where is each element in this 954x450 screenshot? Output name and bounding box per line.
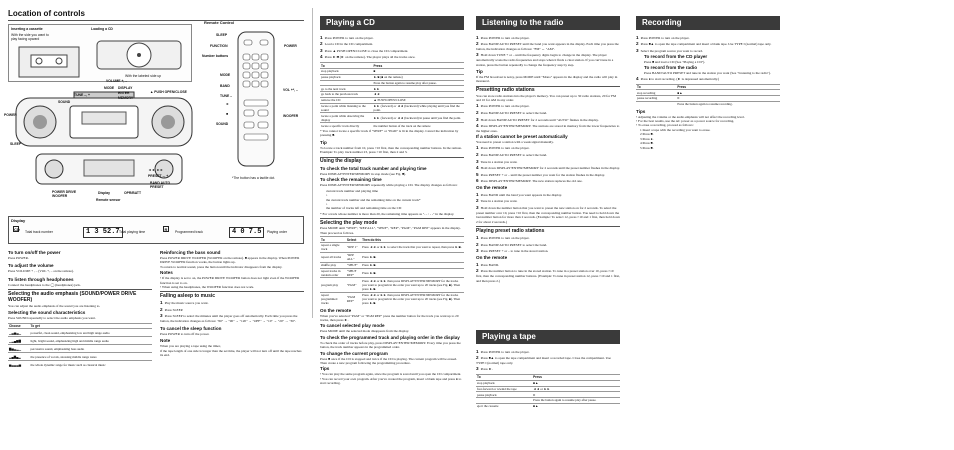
label-memory: MEMORY [118, 96, 134, 100]
cd-disp2-heading: To check the remaining time [320, 177, 382, 183]
total-track-label: Total track number [25, 230, 53, 234]
sound-col-choose: Choose [8, 323, 30, 329]
radio-tip-heading: Tip [476, 68, 483, 74]
cd-tip-text: To locate a track number from 10, press >10 first, then the corresponding number buttons. In the remote. [320, 145, 462, 150]
headphones-text: Connect the headphones to the ◯ (headphones) jack. [8, 282, 81, 287]
radio-banner: Listening to the radio [476, 16, 620, 30]
remote-label-vol: VOL +*, – [283, 88, 298, 92]
radio-play-heading: Playing preset radio stations [476, 227, 545, 234]
program-lcd-readout: 4 0 7.5 [229, 227, 264, 238]
table-row: go back to the previous track ◄◄ [320, 92, 464, 98]
display-figure [8, 216, 304, 244]
table-row: ▁▂▄▆▇ light, bright sound, emphasizing high and middle range audio [8, 337, 152, 345]
cd-display-note: * For a track whose number is more than 20, the remaining time appears as "- - : - -" in the display. [320, 211, 455, 216]
manual-step-5: 5 Press PRESET + or – until the preset number you want for the station flashes in the display. [476, 171, 605, 177]
cd-column [320, 34, 464, 386]
rec-source-block [636, 54, 780, 75]
programmed-track-label: Programmed track [175, 230, 203, 234]
sleep-step-2: 2 Press SLEEP. [160, 306, 184, 312]
cd-display-sequence: current track number and playing time ↓ the current track number and the remaining time on the current track* ↓ the number of tracks left and remaining time on the CD [326, 188, 421, 211]
remote-step-1: 1 Press BAND until the band you want appears in the display. [476, 191, 562, 197]
remote-label-tune: TUNE – [220, 94, 233, 98]
play-remote-step-2: 2 Press the number button to tune in the stored station. To tune in a preset station over 10, press >10 first, then the corresponding number buttons. (Example: To tune in preset station 12, press >10 and 1 first, and then press 2.) [476, 268, 620, 283]
cd-check-text: To check the order of tracks before play, press DISPLAY•ENTER•MEMORY. Every time you press the button, the track number appears in the programmed order. [320, 340, 461, 350]
label-remote-sensor: Remote sensor [96, 198, 121, 202]
table-row: Press the button again to resume recording. [636, 101, 780, 106]
cd-tip-heading: Tip [320, 139, 327, 145]
loading-figure [8, 24, 192, 82]
sleep-cancel-text: Press POWER to turn off the power. [160, 331, 210, 336]
table-row: stop recording ■▲ [636, 90, 780, 96]
cd-tip-example: Example: To play track number 23, press >10 first, then 2 and 3. [320, 150, 408, 155]
rec-tips-heading: Tips [636, 108, 646, 114]
left-text-column [8, 250, 152, 369]
cd-step-3: 3 Press ▲ PUSH OPEN/CLOSE to close the CD compartment. [320, 47, 409, 53]
playing-order-label: Playing order [267, 230, 287, 234]
section-rule [476, 86, 620, 87]
table-row: pause playback II [476, 392, 620, 398]
table-row: Press the button again to resume play after pause. [320, 80, 464, 86]
cd-disp2-text: Press DISPLAY•ENTER•MEMORY repeatedly while playing a CD. The display changes as follows: [320, 183, 458, 188]
tactile-dot-note: *The button has a tactile dot. [232, 176, 276, 180]
table-row: pause recording II [636, 96, 780, 102]
power-heading: To turn on/off the power [8, 250, 61, 255]
display-heading: Display [11, 218, 26, 223]
rec-cd-text: Press ■ and load a CD (See "Playing a CD"). [644, 60, 706, 65]
manual-step-3: 3 Tune in a station you want. [476, 158, 518, 164]
play-preset-step-2: 2 Press BAND•AUTO PRESET to select the band. [476, 241, 548, 247]
main-unit-drawing [14, 88, 194, 150]
cd-controls-table [320, 62, 464, 128]
play-preset-step-1: 1 Press POWER to turn on the player. [476, 234, 530, 240]
rec-radio-text: Press BAND•AUTO PRESET and tune in the station you want (See "Listening to the radio"). [644, 70, 771, 75]
rec-controls-table: To Press stop recording ■▲ pause recording II Press the button again to resume recording. [636, 84, 780, 107]
cd-footnote: * You cannot locate a specific track if "SHUF" or "PGM" is lit in the display. Cancel the indication by pressing ■. [320, 129, 459, 138]
label-tune: TUNE –, + [74, 93, 90, 97]
cd-step-4: 4 Press ►/■ (► on the remote). The player plays all the tracks once. [320, 54, 416, 60]
sound-table [8, 323, 152, 369]
table-row: fast-forward or rewind the tape ◄◄ or ►► [476, 386, 620, 392]
label-volume: VOLUME +, – [106, 79, 128, 83]
rec-step-4: 4 Press ● to start recording. (► is depressed automatically.) [636, 75, 720, 81]
tape-step-1: 1 Press POWER to turn on the player. [476, 348, 530, 354]
table-row: program play "PGM" Press ◄◄ or ►► then press DISPLAY•ENTER•MEMORY for the tracks you want to program in the order you want up to 20 tracks (see Fig. ■). Then press ►/■. [320, 278, 464, 292]
remote-label-band: BAND [220, 84, 230, 88]
cd-loading-heading: Loading a CD [91, 27, 113, 31]
table-row: ▁▃▅▃▁ powerful, clean sound, emphasizing low and high range audio [8, 329, 152, 337]
volume-heading: To adjust the volume [8, 263, 54, 269]
table-row: stop playback ■▲ [476, 380, 620, 386]
label-display-window: Display [98, 191, 111, 195]
label-power-drive-woofer: POWER DRIVE WOOFER [52, 190, 77, 199]
table-row: repeat all tracks "REP ALL" Press ►/■. [320, 252, 464, 262]
table-row: repeat a single track "REP 1" Press ◄◄ or ►► to select the track that you want to repeat, then press ►/■. [320, 243, 464, 253]
rec-tip-2: • For the best results, use the AC power as a power source for recording. [636, 119, 735, 124]
table-row: ▂▄▇▄▂ the presence of vocals, stressing middle range tones [8, 353, 152, 361]
sound-section-intro: You can adjust the audio emphasis of the sound you are listening to. [8, 303, 101, 308]
headphones-heading: To listen through headphones [8, 276, 74, 282]
title-rule [8, 20, 304, 21]
tape-banner: Playing a tape [476, 330, 620, 344]
table-row: repeat tracks in random order "SHUF REP" Press ►/■. [320, 268, 464, 278]
preset-step-3: 3 Hold down BAND•AUTO PRESET for 2 seconds until "AUTO" flashes in the display. [476, 116, 599, 122]
table-row: stop playback ■ [320, 69, 464, 75]
cd-drawing [95, 35, 185, 73]
sound-char-heading: Selecting the sound characteristics [8, 310, 86, 316]
table-row: locate a specific track directly the number button of the track on the remote [320, 123, 464, 128]
rec-step-2: 2 Press ■▲ to open the tape compartment and insert a blank tape. Use TYPE I (normal) tape only. [636, 41, 772, 47]
preset-step-4: 4 Press DISPLAY•ENTER•MEMORY. The stations are stored in memory from the lower frequencies to the higher ones. [476, 123, 620, 134]
remote-title: Remote Control [204, 20, 234, 25]
radio-preset-heading: Presetting radio stations [476, 87, 535, 94]
remote-label-sleep: SLEEP [216, 33, 228, 37]
remote-step-2: 2 Tune in a station you want. [476, 198, 518, 204]
sound-section-heading: Selecting the audio emphasis (SOUND/POWER DRIVE WOOFER) [8, 290, 137, 304]
cd-col-press: Press [373, 63, 464, 69]
remote-label-play: ► [226, 102, 230, 106]
cd-mode-table: To Select Then do this repeat a single track "REP 1" Press ◄◄ or ►► to select the track that you want to repeat, then press ►/■. repeat all tracks "REP ALL" Press ►/■. shuffle play "SHUF" Press ►/■. repeat tracks in random order "SHUF REP" Press ►/■. program play "PGM" Press ◄◄ or ►► then press DISPLAY•ENTER•MEMORY for the tracks you want to program in the order you want up to 20 tracks (see Fig. ■). Then press ►/■. repeat programmed tracks "PGM REP" Press ◄◄ or ►► then press DISPLAY•ENTER•MEMORY for the tracks you want to program in the order you want up to 20 tracks (see Fig. ■). Then press ►/■. [320, 236, 464, 305]
tape-column [476, 348, 620, 409]
remote-label-stop: ■ [226, 112, 229, 116]
remote-label-number-buttons: Number buttons [202, 54, 229, 58]
cd-remote-text: When you've selected "PGM" or "PGM REP" press the number button for the track you want up to 20 tracks, then press ►. [320, 313, 459, 322]
label-open-close: ▲ PUSH OPEN/CLOSE [150, 90, 187, 94]
tape-step-2: 2 Press ■▲ to open the tape compartment and insert a recorded tape. Close the compartment. Use TYPE I (normal) tape only. [476, 355, 611, 366]
table-row: go to the next track ►► [320, 86, 464, 92]
sleep-note-heading: Note [160, 338, 171, 344]
cd-mode-intro: Press MODE until "SHUF", "REP ALL", "SHUF", "REP", "PGM", "PGM REP" appears in the display. Then proceed as follows. [320, 226, 461, 235]
preset-step-1: 1 Press POWER to turn on the player. [476, 103, 530, 109]
remote-label-sound: SOUND [216, 122, 229, 126]
label-enter: ENTER [118, 91, 130, 95]
left-text-column-2 [160, 250, 304, 357]
cd-step-2: 2 Load a CD in the CD compartment. [320, 41, 374, 47]
label-opr-batt: OPR/BATT [124, 191, 142, 195]
remote-label-power: POWER [284, 44, 297, 48]
page-title: Location of controls [8, 9, 85, 18]
cd-tip-2: • You can record your own program. After you've created the program, insert a blank tape and press ● to start recording. [320, 376, 462, 386]
remote-drawing [236, 30, 278, 170]
bass-note-2: • When using the headphones, the WOOFER function does not work. [160, 285, 255, 290]
table-row: remove the CD ▲ PUSH OPEN/CLOSE [320, 97, 464, 103]
radio-step-2: 2 Press BAND•AUTO PRESET until the band you want appears in the display. Each time you press the button, the indication changes as follows: "FM" ↔ "AM". [476, 41, 619, 52]
cassette-note: With the side you want to play facing upward [11, 33, 49, 42]
sleep-step-1: 1 Play the music source you want. [160, 300, 209, 306]
cd-tips-heading: Tips [320, 366, 330, 372]
remote-label-mode: MODE [220, 73, 231, 77]
radio-step-1: 1 Press POWER to turn on the player. [476, 34, 530, 40]
radio-if-text: You need to preset a station with a weak signal manually. [476, 140, 554, 145]
recording-banner: Recording [636, 16, 780, 30]
label-sleep: SLEEP [10, 142, 22, 146]
volume-text: Press VOLUME + , – (VOL +, – on the remote). [8, 269, 74, 274]
radio-step-3: 3 Hold down TUNE + or – until the frequency digits begin to change in the display. The player automatically scans the radio frequencies and stops when it finds a clear station. If you can't tune in a station, press the button repeatedly to change the frequency step by step. [476, 52, 614, 67]
cd-change-text: Press ■ once if the CD is stopped and twice if the CD is playing. The current program will be erased. Then create a new program following the programming procedure. [320, 356, 458, 365]
label-display: DISPLAY [118, 86, 133, 90]
table-row: eject the cassette ■▲ [476, 403, 620, 408]
preset-step-2: 2 Press BAND•AUTO PRESET to select the band. [476, 109, 548, 115]
cd-cancel-text: Press MODE until the selected mode disappears from the display. [320, 329, 410, 334]
label-preset: PRESET –, + [148, 174, 169, 178]
label-band-auto-preset: BAND AUTO PRESET [150, 181, 171, 190]
manual-step-1: 1 Press POWER to turn on the player. [476, 145, 530, 151]
section-rule [320, 218, 464, 219]
table-row: repeat programmed tracks "PGM REP" Press ◄◄ or ►► then press DISPLAY•ENTER•MEMORY for the tracks you want to program in the order you want up to 20 tracks (see Fig. ■). Then press ►/■. [320, 292, 464, 306]
bass-notes-heading: Notes [160, 270, 173, 276]
play-remote-step-1: 1 Press BAND. [476, 261, 500, 267]
rec-cd-heading: To record from the CD player [644, 54, 708, 60]
table-row: locate a point while observing the display ►► (forward) or ◄◄ (backward) in pause until you find the point. [320, 113, 464, 123]
rec-tip-3: • To erase a recording, proceed as follows: [636, 123, 694, 128]
sleep-note-text-2: if the tape length of one side is longer than the set time, the player will not turn off until the tape reaches its end. [160, 348, 302, 357]
remote-label-woofer: WOOFER [283, 114, 299, 118]
cd-lcd-readout: 1 3 52.7 [83, 227, 123, 238]
cd-banner: Playing a CD [320, 16, 464, 30]
cd-remote-heading: On the remote [320, 307, 352, 313]
manual-step-4: 4 Hold down DISPLAY•ENTER•MEMORY for 2 seconds until the preset number flashes in the display. [476, 165, 620, 171]
cd-cancel-heading: To cancel selected play mode [320, 323, 385, 329]
table-row: locate a point while listening to the sound ►► (forward) or ◄◄ (backward) while playing until you find the point. [320, 103, 464, 113]
sleep-heading: Falling asleep to music [160, 293, 216, 300]
cd-change-heading: To change the current program [320, 350, 388, 356]
sound-char-text: Press SOUND repeatedly to select the audio emphasis you want. [8, 316, 96, 321]
program-marker-icon: R [164, 227, 168, 232]
radio-if-heading: If a station cannot be preset automatically [476, 134, 568, 140]
tape-step-3: 3 Press ►. [476, 366, 493, 372]
cd-check-heading: To check the programmed track and playing order in the display [320, 334, 460, 340]
tape-controls-table: To Press stop playback ■▲ fast-forward or rewind the tape ◄◄ or ►► pause playback II Press the button again to resume play after pause. eject the cassette ■▲ [476, 374, 620, 409]
sound-col-type: To get [30, 323, 152, 329]
section-rule [320, 157, 464, 158]
cd-label-side-note: With the labeled side up [125, 74, 162, 78]
sleep-cancel-heading: To cancel the sleep function [160, 325, 222, 331]
bass-text: Press POWER DRIVE WOOFER (WOOFER on the remote). ■ appears in the display. When POWER DRIVE WOOFER function works, the button lights up. [160, 255, 300, 265]
page-fold [312, 8, 313, 318]
cd-disp1-heading: To check the total track number and playing time [320, 165, 427, 171]
sleep-step-3: 3 Press SLEEP to select the minutes until the player goes off automatically. Each time you press the button, the indication changes as follows: "60" → "90" → "120" → "OFF" → "10" → "20" → "30". [160, 313, 298, 324]
remote-step-3: 3 Hold down the number button that you want to preset the new station on for 2 seconds. To select the preset number over 10, press >10 first, then the corresponding number button. You need to hold down the last number button for more than 2 seconds. (Example: To select 12, press >10 and 1 first, then hold down 2 for about 2 seconds.) [476, 204, 620, 224]
recording-column [636, 34, 780, 150]
table-row: Press the button again to resume play after pause. [476, 398, 620, 404]
sleep-note-text-1: When you are playing a tape using the timer, [160, 344, 221, 349]
cassette-heading: Inserting a cassette [11, 27, 43, 31]
table-row: shuffle play "SHUF" Press ►/■. [320, 262, 464, 268]
rec-step-1: 1 Press POWER to turn on the player. [636, 34, 690, 40]
cd-col-to: To [320, 63, 373, 69]
radio-preset-intro: You can store radio stations into the player's memory. You can preset up to 30 radio stations, 20 for FM and 10 for AM in any order. [476, 93, 616, 103]
cd-tip-1: • You can play the same program again, since the program is saved until you open the CD compartment. [320, 372, 462, 377]
manual-step-2: 2 Press BAND•AUTO PRESET to select the band. [476, 152, 548, 158]
section-rule [476, 226, 620, 227]
cd-disp1-text: Press DISPLAY•ENTER•MEMORY in stop mode (see Fig. ■). [320, 171, 407, 176]
bass-heading: Reinforcing the bass sound [160, 250, 221, 255]
rec-erase-steps: 1 Insert a tape with the recording you want to erase. 2 Press ■. 3 Press ●. 4 Press ■. 5 Press ■. [640, 127, 711, 150]
cd-mode-heading: Selecting the play mode [320, 219, 378, 226]
rec-tip-1: • Adjusting the volume or the audio emphasis will not affect the recording level. [636, 114, 745, 119]
radio-play-remote-heading: On the remote [476, 255, 508, 261]
total-time-label: Total playing time [119, 230, 146, 234]
label-power: POWER [4, 113, 17, 117]
section-rule [160, 291, 304, 292]
play-preset-step-3: 3 Press PRESET + or – to tune in the stored station. [476, 248, 549, 254]
power-text: Press POWER. [8, 255, 29, 260]
cd-step-1: 1 Press POWER to turn on the player. [320, 34, 374, 40]
bass-note-1: • If the display is set to on, the POWER DRIVE WOOFER button does not light even if the WOOFER function is set to on. [160, 276, 300, 285]
table-row: ▅▃▃▃▅ the whole dynamic range for music such as classical music [8, 361, 152, 369]
table-row: pause playback ►/■ (■ on the remote) [320, 74, 464, 80]
label-sound: SOUND [58, 100, 71, 104]
rec-radio-heading: To record from the radio [644, 64, 698, 70]
rec-step-3: 3 Select the program source you want to record. [636, 47, 704, 53]
cd-display-heading: Using the display [320, 158, 362, 165]
radio-column [476, 34, 620, 284]
radio-remote-heading: On the remote [476, 185, 508, 191]
radio-tip-text: If the FM broadcast is noisy, press MODE until "Mono" appears in the display and the radio will play in monaural. [476, 74, 618, 84]
section-rule [8, 289, 152, 290]
label-skip: ◄◄, ►► [148, 168, 164, 172]
bass-text-2: To return to normal sound, press the button until the indicator disappears from the display. [160, 264, 283, 269]
table-row: ▇▅▃▂▁ percussive sound, emphasizing bass audio [8, 345, 152, 353]
cassette-drawing [17, 43, 87, 81]
cd-marker-icon: CD [14, 227, 20, 232]
label-mode: MODE [104, 86, 115, 90]
manual-step-6: 6 Press DISPLAY•ENTER•MEMORY. The new station replaces the old one. [476, 178, 583, 184]
remote-label-function: FUNCTION [210, 44, 228, 48]
